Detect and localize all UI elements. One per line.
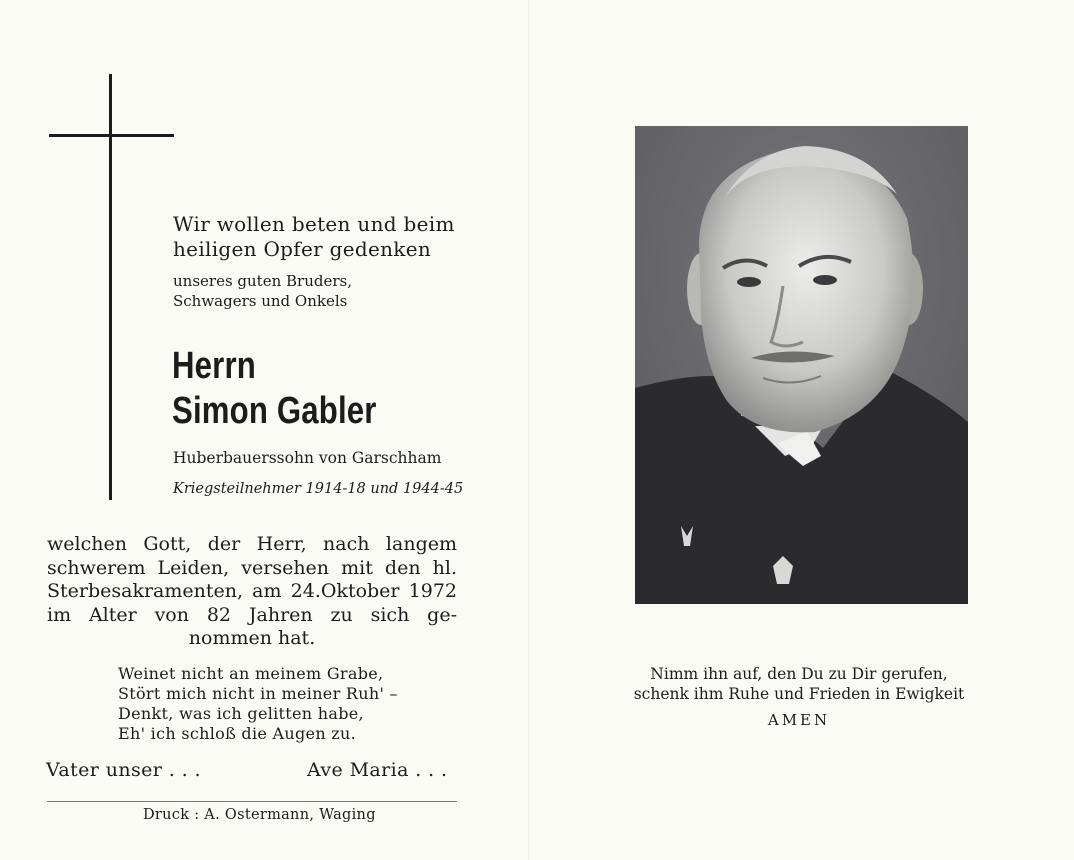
name-title: Herrn — [172, 345, 256, 387]
poem-line: Denkt, was ich gelitten habe, — [118, 704, 364, 723]
notice-line: schwerem Leiden, versehen mit den hl. — [47, 556, 457, 579]
intro-line: Wir wollen beten und beim — [173, 212, 455, 236]
death-notice-text — [47, 533, 457, 651]
poem-line: Eh' ich schloß die Augen zu. — [118, 724, 357, 743]
closing-prayer — [604, 664, 994, 704]
relation-text — [173, 271, 352, 311]
deceased-name — [172, 344, 377, 434]
prayer-hail-mary: Ave Maria . . . — [307, 759, 448, 781]
relation-line: Schwagers und Onkels — [173, 292, 348, 310]
intro-text — [173, 212, 455, 262]
closing-line: Nimm ihn auf, den Du zu Dir gerufen, — [650, 665, 948, 683]
cross-horizontal-bar — [49, 134, 174, 137]
prayer-our-father: Vater unser . . . — [46, 759, 201, 781]
notice-line: Sterbesakramenten, am 24.Oktober 1972 — [47, 580, 457, 602]
poem-line: Stört mich nicht in meiner Ruh' – — [118, 684, 398, 703]
divider-rule — [47, 801, 457, 802]
origin-text: Huberbauerssohn von Garschham — [173, 449, 442, 467]
closing-line: schenk ihm Ruhe und Frieden in Ewigkeit — [633, 685, 965, 703]
fold-line — [528, 0, 529, 860]
name-full: Simon Gabler — [172, 390, 377, 432]
notice-line: nommen hat. — [188, 627, 316, 649]
amen-text: AMEN — [767, 711, 831, 729]
poem-line: Weinet nicht an meinem Grabe, — [118, 664, 384, 683]
intro-line: heiligen Opfer gedenken — [173, 237, 432, 261]
portrait-photo — [635, 126, 968, 604]
relation-line: unseres guten Bruders, — [173, 272, 352, 290]
notice-line: im Alter von 82 Jahren zu sich ge- — [47, 603, 457, 626]
cross-vertical-bar — [109, 74, 112, 500]
veteran-text: Kriegsteilnehmer 1914-18 und 1944-45 — [173, 481, 464, 497]
printer-credit: Druck : A. Ostermann, Waging — [143, 807, 376, 823]
poem-verse — [118, 664, 398, 744]
notice-line: welchen Gott, der Herr, nach langem — [47, 533, 457, 555]
